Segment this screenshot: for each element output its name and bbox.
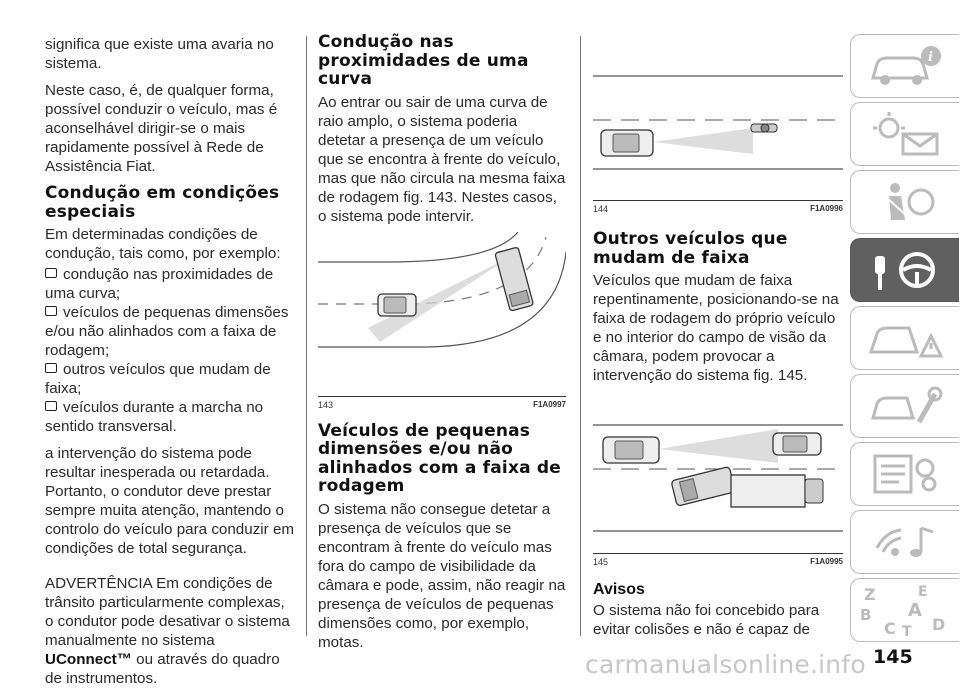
paragraph: Neste caso, é, de qualquer forma, possível conduzir o veículo, mas é aconselhável dirigir-se o mais rapidamente possível à Rede de Assistência Fiat. bbox=[45, 82, 278, 175]
figure-caption bbox=[593, 201, 843, 214]
paragraph: O sistema não consegue detetar a presença de veículos que se encontram à frente do veículo mas fora do campo de visibilidade da câmara e pode, assim, não reagir na presença de veículos de pequenas dimensões como, por exemplo, motas. bbox=[318, 500, 566, 651]
lane-change-illustration bbox=[593, 419, 843, 553]
list-item: veículos de pequenas dimensões e/ou não alinhados com a faixa de rodagem; bbox=[45, 304, 289, 359]
checkbox-bullet-icon bbox=[45, 401, 57, 411]
page-number: 145 bbox=[873, 646, 913, 668]
paragraph: a intervenção do sistema pode resultar inesperada ou retardada. Portanto, o condutor deve prestar sempre muita atenção, mantendo o controlo do veículo para conduzir em condições de total segurança. bbox=[45, 445, 295, 557]
index-letter: A bbox=[908, 600, 922, 621]
index-letter: T bbox=[902, 624, 912, 638]
index-letter: E bbox=[918, 584, 928, 600]
airbag-seatbelt-icon bbox=[865, 180, 945, 224]
paragraph: significa que existe uma avaria no sistema. bbox=[45, 36, 274, 72]
figure-caption bbox=[318, 397, 566, 410]
section-heading-avisos: Avisos bbox=[593, 581, 645, 598]
curve-road-illustration bbox=[318, 232, 566, 396]
paragraph: Veículos que mudam de faixa repentinamente, posicionando-se na faixa de rodagem do próprio veículo e no interior do campo de visão da câmara, podem provocar a intervenção do sistema fig. 145. bbox=[593, 272, 839, 384]
figure-number: 145 bbox=[593, 557, 609, 567]
section-heading-lane-change: Outros veículos que mudam de faixa bbox=[593, 229, 788, 268]
column-divider bbox=[580, 36, 581, 636]
index-letter: D bbox=[932, 615, 946, 634]
tab-emergency[interactable] bbox=[850, 306, 959, 370]
figure-number: 144 bbox=[593, 204, 609, 214]
figure-145 bbox=[593, 419, 843, 554]
tab-index[interactable] bbox=[850, 578, 959, 642]
figure-code: F1A0996 bbox=[810, 204, 843, 213]
tab-car-info[interactable] bbox=[850, 34, 959, 98]
uconnect-label: UConnect™ bbox=[45, 651, 132, 668]
checkbox-bullet-icon bbox=[45, 306, 57, 316]
warning-paragraph: ADVERTÊNCIA Em condições de trânsito particularmente complexas, o condutor pode desativar o sistema manualmente no sistema UConnect™ ou através do quadro de instrumentos. bbox=[45, 575, 290, 687]
figure-caption bbox=[593, 554, 843, 567]
figure-number: 143 bbox=[318, 399, 334, 410]
tab-maintenance[interactable] bbox=[850, 374, 959, 438]
alphabetical-index-icon bbox=[860, 582, 950, 638]
paragraph: Em determinadas condições de condução, tais como, por exemplo: bbox=[45, 226, 281, 262]
section-heading-special-conditions: Condução em condições especiais bbox=[45, 183, 280, 222]
index-letter: Z bbox=[864, 585, 876, 604]
key-steering-wheel-icon bbox=[865, 248, 945, 292]
motorcycle-lane-illustration bbox=[593, 36, 843, 200]
tab-multimedia[interactable] bbox=[850, 510, 959, 574]
figure-code: F1A0997 bbox=[533, 399, 566, 409]
index-letter: C bbox=[884, 619, 896, 638]
tab-starting-driving[interactable] bbox=[850, 238, 959, 302]
figure-144 bbox=[593, 36, 843, 201]
paragraph: Ao entrar ou sair de uma curva de raio amplo, o sistema poderia detetar a presença de um veículo que se encontra à frente do veículo, mas que não circula na mesma faixa de rodagem fig. 143. Nestes casos, o sistema pode intervir. bbox=[318, 93, 566, 225]
middle-column bbox=[318, 0, 566, 660]
wrench-maintenance-icon bbox=[865, 384, 945, 428]
paragraph: O sistema não foi concebido para evitar colisões e não é capaz de bbox=[593, 602, 820, 638]
right-column bbox=[593, 0, 843, 647]
tab-warning-lights[interactable] bbox=[850, 102, 959, 166]
list-item: condução nas proximidades de uma curva; bbox=[45, 266, 274, 302]
svg-text:i: i bbox=[928, 50, 933, 65]
car-info-icon bbox=[865, 44, 945, 88]
watermark: carmanualsonline.info bbox=[585, 650, 866, 679]
figure-code: F1A0995 bbox=[810, 557, 843, 566]
checkbox-bullet-icon bbox=[45, 363, 57, 373]
left-column bbox=[45, 0, 297, 696]
tab-technical-data[interactable] bbox=[850, 442, 959, 506]
checkbox-bullet-icon bbox=[45, 268, 57, 278]
technical-data-icon bbox=[865, 452, 945, 496]
index-letter: B bbox=[860, 606, 872, 624]
list-item: veículos durante a marcha no sentido transversal. bbox=[45, 399, 264, 435]
tab-safety[interactable] bbox=[850, 170, 959, 234]
section-heading-curve: Condução nas proximidades de uma curva bbox=[318, 32, 529, 89]
figure-143 bbox=[318, 232, 566, 397]
warning-lights-icon bbox=[865, 112, 945, 156]
section-heading-small-vehicles: Veículos de pequenas dimensões e/ou não alinhados com a faixa de rodagem bbox=[318, 420, 562, 496]
car-breakdown-icon bbox=[865, 316, 945, 360]
multimedia-icon bbox=[865, 520, 945, 564]
column-divider bbox=[306, 36, 307, 636]
chapter-tabs bbox=[850, 34, 960, 646]
list-item: outros veículos que mudam de faixa; bbox=[45, 361, 271, 397]
